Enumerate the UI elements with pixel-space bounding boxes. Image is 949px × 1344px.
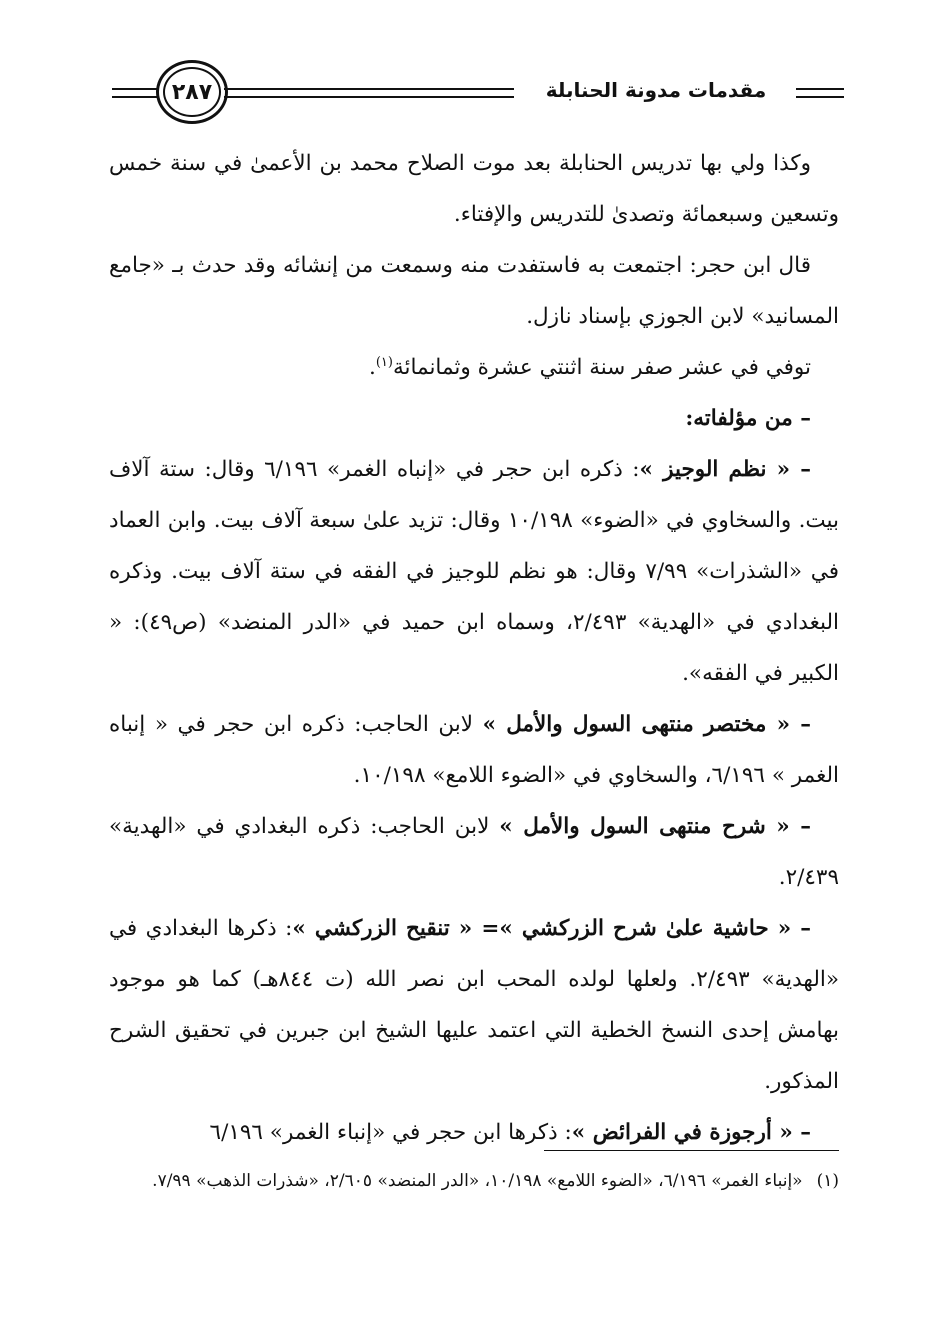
work-entry (109, 903, 839, 1107)
paragraph: وكذا ولي بها تدريس الحنابلة بعد موت الصلاح محمد بن الأعمىٰ في سنة خمس وتسعين وسبعمائة وتصدىٰ للتدريس والإفتاء. (109, 151, 839, 227)
paragraph (109, 342, 839, 393)
main-text (109, 138, 839, 1158)
footnote-marker: (١) (816, 1171, 839, 1191)
work-title: – « نظم الوجيز » (639, 457, 811, 482)
work-entry (109, 444, 839, 699)
header-rule-left (112, 88, 160, 98)
footnote-reference: (١) (375, 354, 393, 370)
work-title: – « شرح منتهى السول والأمل » (499, 814, 811, 839)
footnote-text: «إنباء الغمر» ٦/١٩٦، «الضوء اللامع» ١٠/١٩٨، «الدر المنضد» ٢/٦٠٥، «شذرات الذهب» ٧/٩٩. (152, 1171, 803, 1191)
work-description: لابن الحاجب: ذكره البغدادي في «الهدية» ٢/٤٣٩. (109, 814, 839, 890)
work-description: لابن الحاجب: ذكره ابن حجر في « إنباه الغمر » ٦/١٩٦، والسخاوي في «الضوء اللامع» ١٠/١٩٨. (109, 712, 839, 788)
page-number-badge (156, 60, 228, 124)
work-title: – « أرجوزة في الفرائض » (571, 1120, 811, 1145)
work-description: : ذكره ابن حجر في «إنباه الغمر» ٦/١٩٦ وقال: ستة آلاف بيت. والسخاوي في «الضوء» ١٠/١٩٨ وقال: تزيد علىٰ سبعة آلاف بيت. وابن العماد في «الشذرات» ٧/٩٩ وقال: هو نظم للوجيز في الفقه في ستة آلاف بيت. وذكره البغدادي في «الهدية» ٢/٤٩٣، وسماه ابن حميد في «الدر المنضد» (ص٤٩): « الكبير في الفقه». (109, 457, 840, 686)
paragraph-text: توفي في عشر صفر سنة اثنتي عشرة وثمانمائة (392, 355, 811, 380)
header-rule-right (796, 88, 844, 98)
work-title: – « مختصر منتهى السول والأمل » (482, 712, 811, 737)
work-title: – « حاشية علىٰ شرح الزركشي »= « تنقيح الزركشي » (292, 916, 811, 941)
work-entry (109, 699, 839, 801)
section-heading: – من مؤلفاته: (685, 406, 811, 431)
footnote-separator (544, 1150, 839, 1151)
running-title: مقدمات مدونة الحنابلة (545, 78, 767, 102)
header-rule-middle (224, 88, 514, 98)
work-description: : ذكرها البغدادي في «الهدية» ٢/٤٩٣. ولعلها لولده المحب ابن نصر الله (ت ٨٤٤هـ) كما هو موجود بهامش إحدى النسخ الخطية التي اعتمد عليها الشيخ ابن جبرين في تحقيق الشرح المذكور. (109, 916, 839, 1094)
work-entry (109, 801, 839, 903)
work-description: : ذكرها ابن حجر في «إنباء الغمر» ٦/١٩٦ (209, 1120, 572, 1145)
page-number: ٢٨٧ (171, 79, 213, 105)
footnote (109, 1162, 839, 1200)
paragraph: قال ابن حجر: اجتمعت به فاستفدت منه وسمعت من إنشائه وقد حدث بـ «جامع المسانيد» لابن الجوزي بإسناد نازل. (109, 253, 839, 329)
paragraph-end: . (368, 355, 376, 380)
page-header (112, 58, 846, 128)
